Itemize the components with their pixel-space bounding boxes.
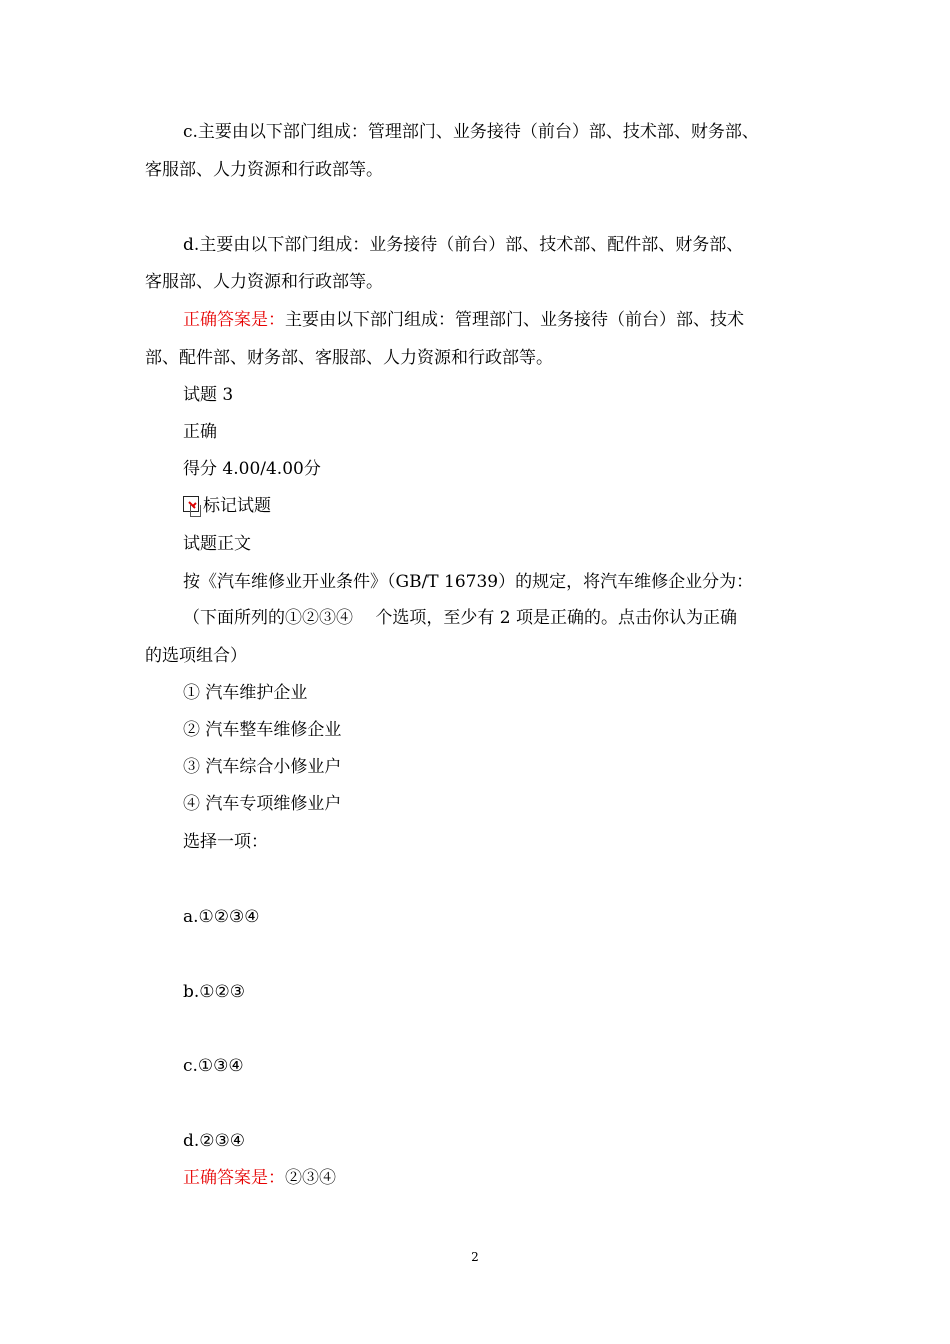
q2-answer-text: 主要由以下部门组成：管理部门、业务接待（前台）部、技术 xyxy=(285,310,744,330)
option-b[interactable]: b.①②③ xyxy=(183,982,246,1002)
q2-option-d-line1: d.主要由以下部门组成：业务接待（前台）部、技术部、配件部、财务部、 xyxy=(183,235,744,255)
question-item: ② 汽车整车维修企业 xyxy=(183,720,342,740)
question-item: ① 汽车维护企业 xyxy=(183,683,308,703)
q2-option-d-line2: 客服部、人力资源和行政部等。 xyxy=(145,272,383,292)
choose-one-prompt: 选择一项： xyxy=(183,832,268,852)
q2-option-c-line2: 客服部、人力资源和行政部等。 xyxy=(145,160,383,180)
flag-icon[interactable] xyxy=(183,496,201,514)
page-number: 2 xyxy=(471,1250,479,1264)
question-text-line2: （下面所列的①②③④ 个选项，至少有 2 项是正确的。点击你认为正确 xyxy=(183,608,738,628)
question-title: 试题 3 xyxy=(183,385,234,405)
flag-label: 标记试题 xyxy=(203,496,271,516)
question-text-line1: 按《汽车维修业开业条件》（GB/T 16739）的规定，将汽车维修企业分为： xyxy=(183,572,754,592)
option-a[interactable]: a.①②③④ xyxy=(183,907,260,927)
question-score: 得分 4.00/4.00分 xyxy=(183,459,321,479)
q3-answer xyxy=(183,1166,336,1190)
flag-question[interactable] xyxy=(183,494,271,518)
question-status: 正确 xyxy=(183,422,217,442)
q2-answer-line2: 部、配件部、财务部、客服部、人力资源和行政部等。 xyxy=(145,348,553,368)
question-item: ④ 汽车专项维修业户 xyxy=(183,794,342,814)
question-body-heading: 试题正文 xyxy=(183,534,251,554)
question-item: ③ 汽车综合小修业户 xyxy=(183,757,342,777)
option-c[interactable]: c.①③④ xyxy=(183,1056,244,1076)
q2-answer-line1 xyxy=(183,308,744,332)
q3-answer-text: ②③④ xyxy=(285,1168,336,1188)
correct-answer-label: 正确答案是： xyxy=(183,310,285,330)
correct-answer-label: 正确答案是： xyxy=(183,1168,285,1188)
option-d[interactable]: d.②③④ xyxy=(183,1131,246,1151)
q2-option-c-line1: c.主要由以下部门组成：管理部门、业务接待（前台）部、技术部、财务部、 xyxy=(183,122,759,142)
question-text-line3: 的选项组合） xyxy=(145,646,247,666)
